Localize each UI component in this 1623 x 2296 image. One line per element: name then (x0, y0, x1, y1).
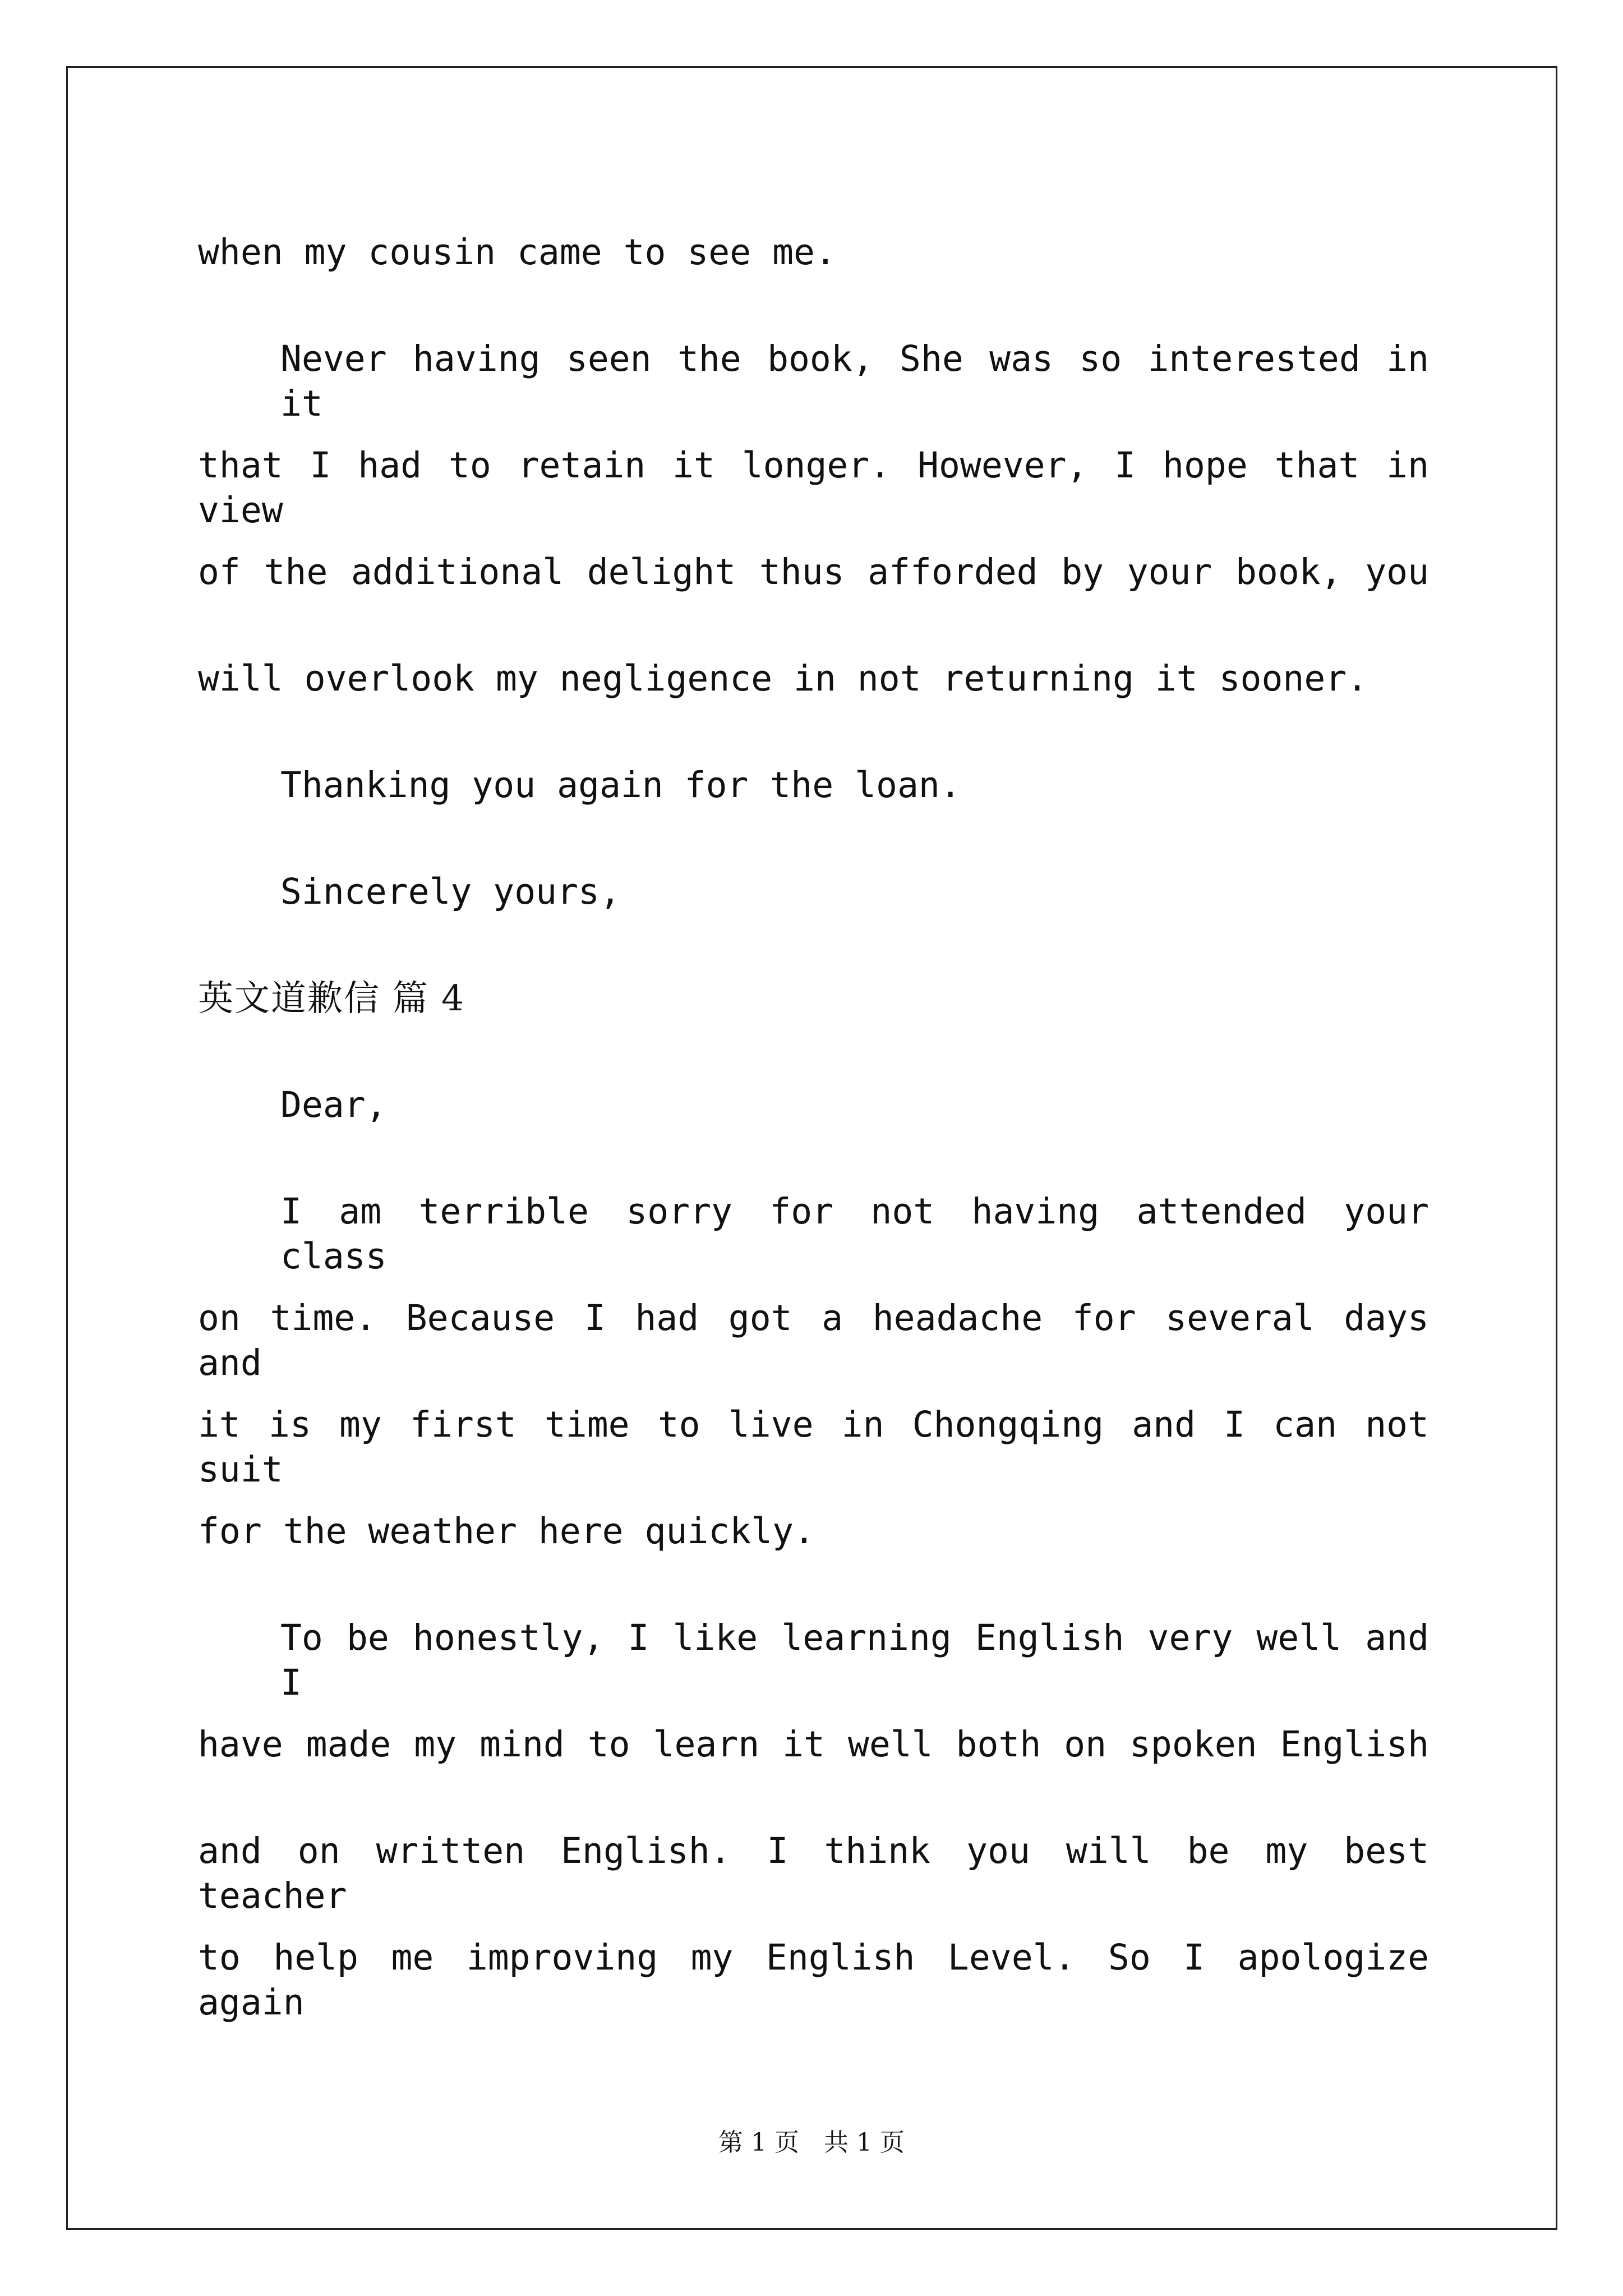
text-line-15: have made my mind to learn it well both on spoken English (198, 1724, 1429, 1765)
text-line-17: to help me improving my English Level. So I apologize again (198, 1937, 1429, 2023)
section-heading: 英文道歉信 篇 4 (198, 978, 465, 1019)
closing-line: Sincerely yours, (280, 871, 621, 912)
text-line-16: and on written English. I think you will be my best teacher (198, 1830, 1429, 1916)
salutation-line: Dear, (280, 1084, 387, 1125)
text-line-11: on time. Because I had got a headache for several days and (198, 1297, 1429, 1383)
text-line-3: that I had to retain it longer. However, I hope that in view (198, 445, 1429, 531)
text-line-2: Never having seen the book, She was so interested in it (280, 338, 1429, 424)
text-line-6: Thanking you again for the loan. (280, 765, 961, 806)
text-line-13: for the weather here quickly. (198, 1511, 815, 1552)
text-line-10: I am terrible sorry for not having attended your class (280, 1191, 1429, 1277)
text-line-14: To be honestly, I like learning English very well and I (280, 1617, 1429, 1703)
text-line-4: of the additional delight thus afforded by your book, you (198, 551, 1429, 592)
text-line-1: when my cousin came to see me. (198, 232, 836, 273)
text-line-12: it is my first time to live in Chongqing and I can not suit (198, 1404, 1429, 1490)
text-line-5: will overlook my negligence in not returning it sooner. (198, 658, 1368, 699)
page-number-footer: 第 1 页 共 1 页 (718, 2128, 905, 2157)
